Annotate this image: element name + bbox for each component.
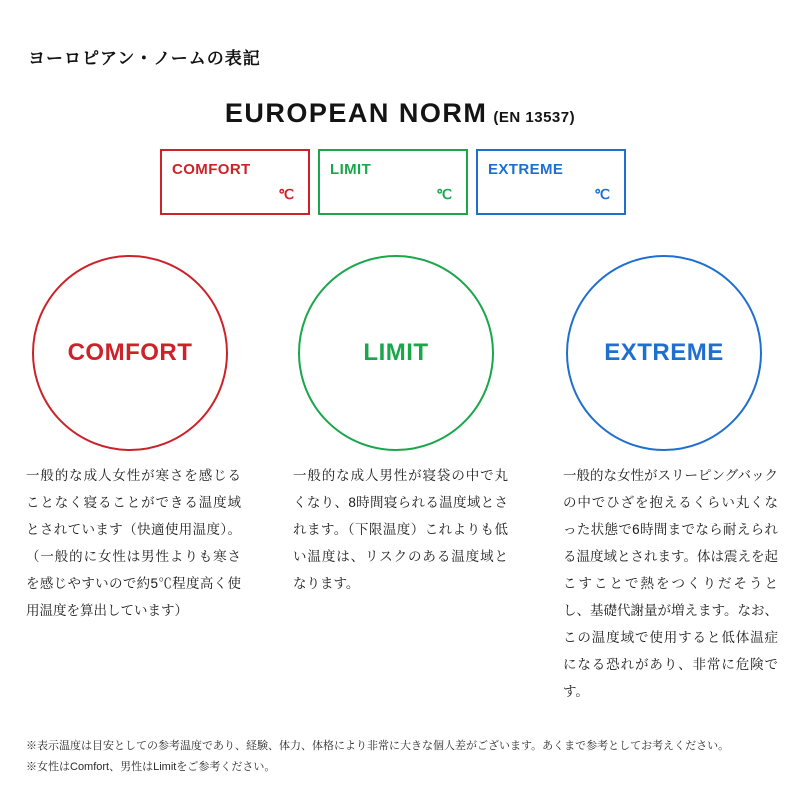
circle-wrap-extreme <box>566 255 762 451</box>
page-title <box>0 98 800 129</box>
footnote-1: ※表示温度は目安としての参考温度であり、経験、体力、体格により非常に大きな個人差がございます。あくまで参考としてお考えください。 <box>26 740 730 753</box>
footnote-2: ※女性はComfort、男性はLimitをご参考ください。 <box>26 761 276 774</box>
circle-limit <box>298 255 494 451</box>
description-comfort: 一般的な成人女性が寒さを感じることなく寝ることができる温度域とされています（快適使用温度）。（一般的に女性は男性よりも寒さを感じやすいので約5℃程度高く使用温度を算出しています） <box>26 468 241 618</box>
circle-comfort <box>32 255 228 451</box>
legend-box-comfort <box>160 149 310 215</box>
legend-label-comfort: COMFORT <box>172 161 251 178</box>
legend-unit-limit: ℃ <box>436 186 452 202</box>
legend-box-limit <box>318 149 468 215</box>
legend-label-limit: LIMIT <box>330 161 372 178</box>
circle-row <box>0 255 800 450</box>
description-extreme: 一般的な女性がスリーピングバックの中でひざを抱えるくらい丸くなった状態で6時間までなら耐えられる温度域とされます。体は震えを起こすことで熱をつくりだそうとし、基礎代謝量が増えます。なお、この温度域で使用すると低体温症になる恐れがあり、非常に危険です。 <box>563 468 778 699</box>
description-limit: 一般的な成人男性が寝袋の中で丸くなり、8時間寝られる温度域とされます。（下限温度）これよりも低い温度は、リスクのある温度域となります。 <box>293 468 508 591</box>
circle-label-extreme: EXTREME <box>604 339 724 366</box>
page-title-main: EUROPEAN NORM <box>224 98 488 128</box>
circle-extreme <box>566 255 762 451</box>
legend-unit-extreme: ℃ <box>594 186 610 202</box>
page-title-standard-code: (EN 13537) <box>493 109 576 126</box>
legend-label-extreme: EXTREME <box>488 161 564 178</box>
legend-row <box>160 149 626 215</box>
legend-box-extreme <box>476 149 626 215</box>
circle-label-comfort: COMFORT <box>67 339 193 366</box>
circle-label-limit: LIMIT <box>363 339 429 366</box>
legend-unit-comfort: ℃ <box>278 186 294 202</box>
circle-wrap-limit <box>298 255 494 451</box>
circle-wrap-comfort <box>32 255 228 451</box>
page-heading-japanese: ヨーロピアン・ノームの表記 <box>28 49 261 68</box>
footnotes <box>26 736 776 778</box>
